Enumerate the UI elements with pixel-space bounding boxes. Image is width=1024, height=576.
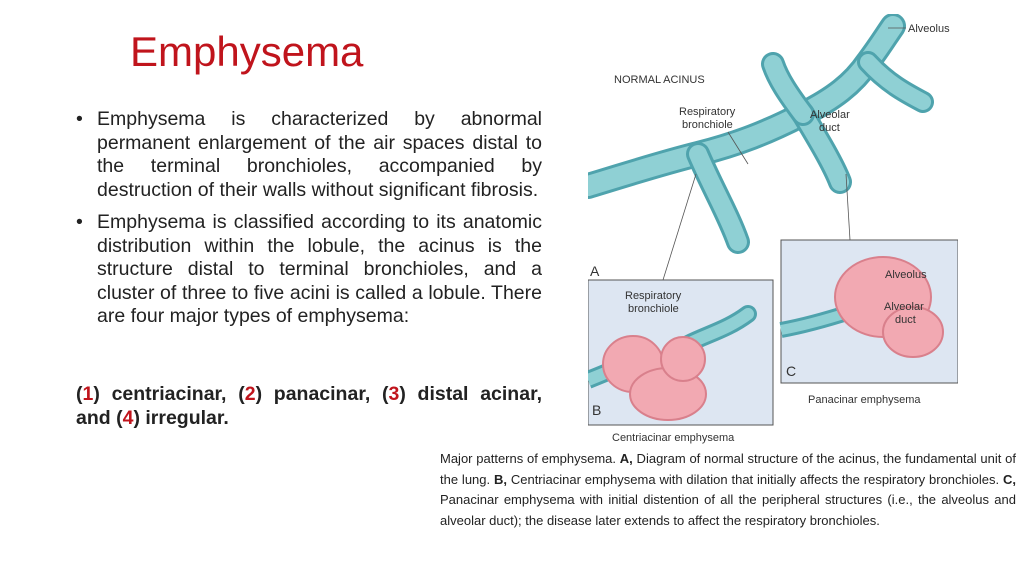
bullet-marker: • [76, 108, 83, 130]
acinus-diagram [588, 14, 958, 446]
resp-bronchiole-label-b-1: Respiratory [625, 290, 682, 302]
caption-text: Major patterns of emphysema. [440, 451, 620, 466]
alveolus-label-c: Alveolus [885, 269, 927, 281]
slide-title: Emphysema [130, 28, 364, 75]
bullet-classification [76, 211, 542, 329]
bullet-definition-text: Emphysema is characterized by abnormal permanent enlargement of the air spaces distal to the terminal bronchioles, accompanied by destruction of their walls without significant fibrosis. [97, 108, 542, 201]
caption-b: B, [493, 471, 507, 487]
alveolus-label-a: Alveolus [908, 23, 950, 35]
types-text: ) irregular. [133, 406, 229, 429]
caption-text: Diagram of normal structure of the acinus, the fundamental unit of the lung. [440, 451, 1016, 487]
panel-letter-a: A [590, 263, 600, 279]
figure-caption [440, 449, 1016, 531]
alveolar-duct-label-c-2: duct [895, 314, 916, 326]
emphysema-types [76, 383, 542, 430]
bullet-classification-text: Emphysema is classified according to its anatomic distribution within the lobule, the acinus is the structure distal to terminal bronchioles, and a cluster of three to five acini is called a lobule. There are four major types of emphysema: [97, 211, 542, 327]
panel-letter-c: C [786, 363, 797, 379]
type-number-4: 4 [122, 406, 134, 429]
alveolar-duct-label-a-1: Alveolar [810, 109, 850, 121]
normal-acinus-airway [588, 26, 923, 242]
dilated-bronchiole-3 [661, 337, 705, 381]
normal-acinus-label: NORMAL ACINUS [614, 74, 705, 86]
alveolar-duct-label-c-1: Alveolar [884, 301, 924, 313]
types-text: ( [76, 383, 83, 405]
types-text: ) panacinar, ( [255, 383, 389, 405]
caption-c: C, [1002, 471, 1016, 487]
acinus-diagram-svg [588, 14, 958, 446]
type-number-1: 1 [82, 383, 94, 405]
panel-letter-b: B [592, 402, 602, 418]
bullet-marker: • [76, 211, 83, 233]
panacinar-label: Panacinar emphysema [808, 394, 921, 406]
caption-text: Centriacinar emphysema with dilation that initially affects the respiratory bronchioles. [506, 471, 1003, 487]
type-number-2: 2 [244, 383, 256, 405]
resp-bronchiole-label-b-2: bronchiole [628, 303, 679, 315]
types-text: ) centriacinar, ( [93, 383, 245, 405]
types-text: ) distal acinar, and ( [76, 383, 542, 429]
caption-a: A, [619, 451, 633, 466]
centriacinar-label: Centriacinar emphysema [612, 432, 735, 444]
resp-bronchiole-label-a-2: bronchiole [682, 119, 733, 131]
type-number-3: 3 [388, 383, 400, 405]
bullet-list [76, 108, 542, 338]
caption-text: Panacinar emphysema with initial distention of all the peripheral structures (i.e., the alveolus and alveolar duct); the disease later extends to affect the respiratory bronchioles. [440, 492, 1016, 528]
bullet-definition [76, 108, 542, 202]
resp-bronchiole-label-a-1: Respiratory [679, 106, 736, 118]
alveolar-duct-label-a-2: duct [819, 122, 840, 134]
